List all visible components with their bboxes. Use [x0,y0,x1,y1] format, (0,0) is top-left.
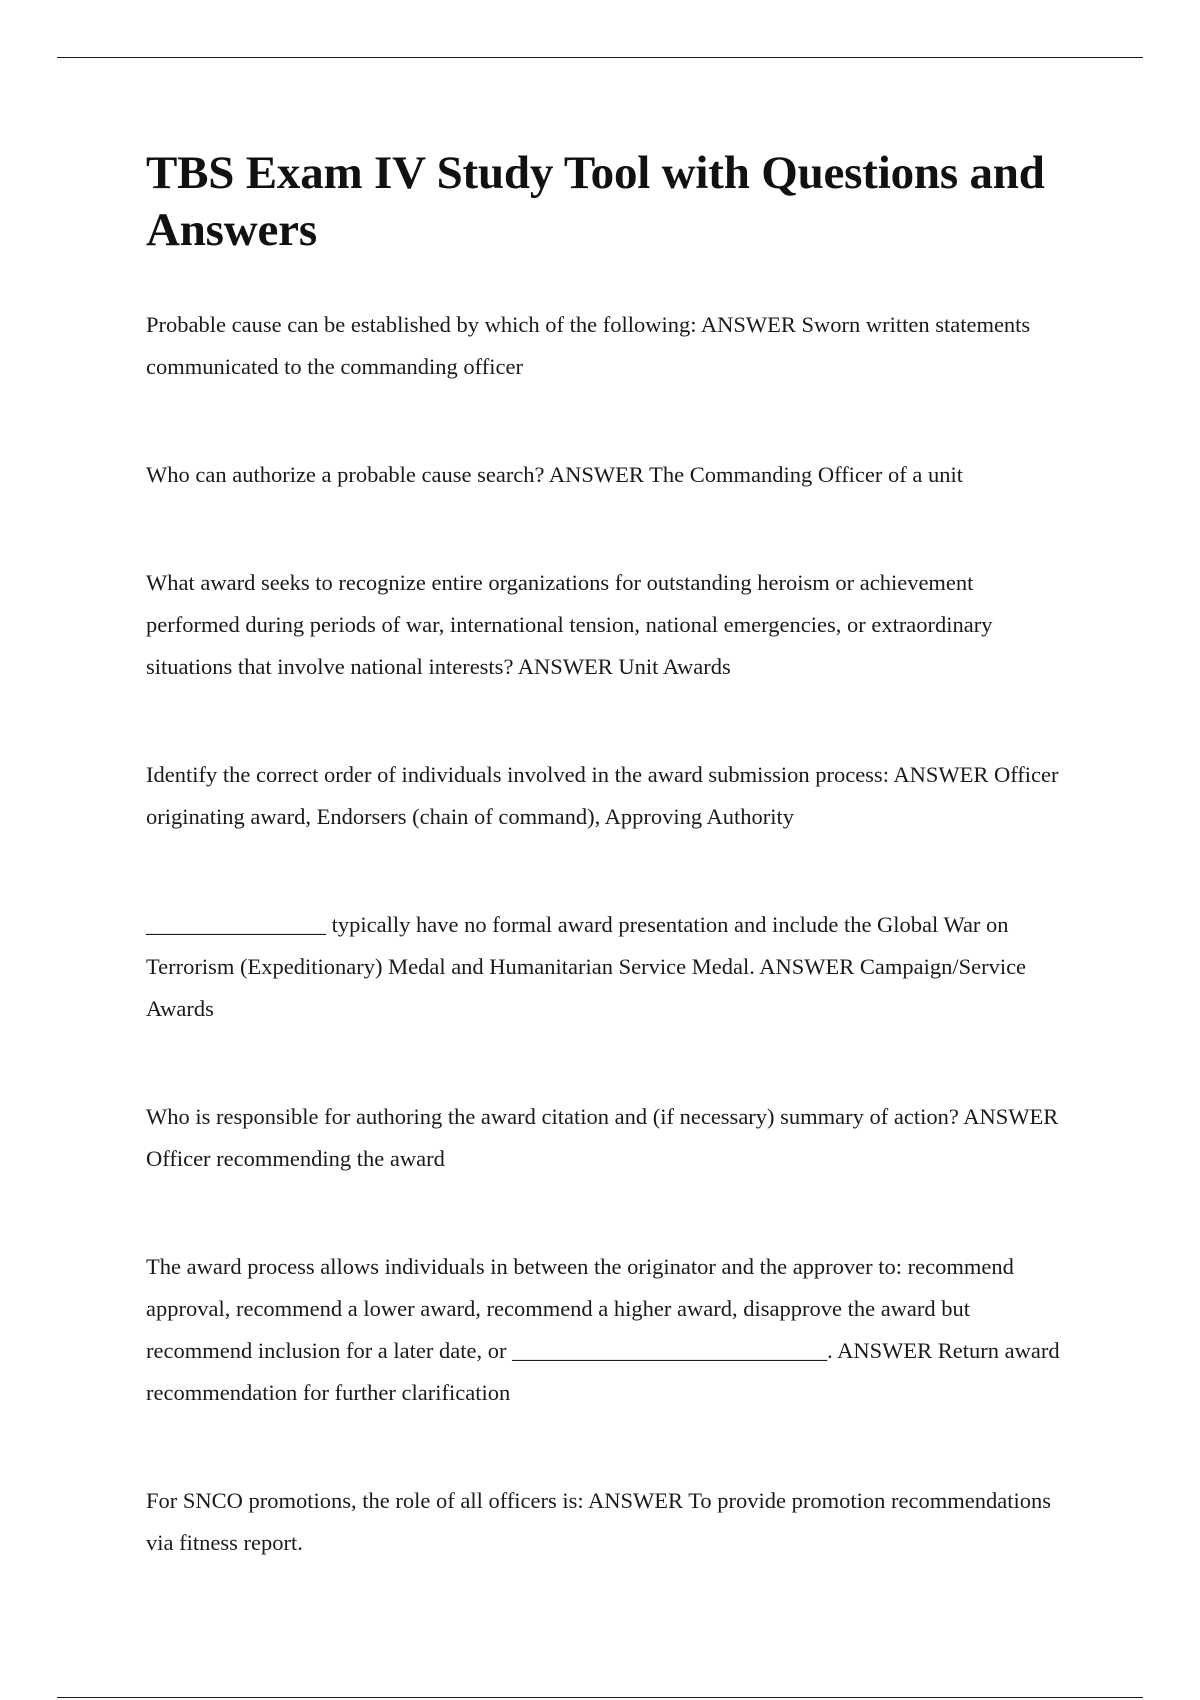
qa-item-award-order: Identify the correct order of individuals involved in the award submission process: ANSWER Officer originating award, Endorsers (chain of command), Approving Authority [146,762,1059,829]
document-body [146,145,1066,1564]
qa-item-authorize-search: Who can authorize a probable cause search? ANSWER The Commanding Officer of a unit [146,462,964,487]
qa-item-award-citation: Who is responsible for authoring the award citation and (if necessary) summary of action? ANSWER Officer recommending the award [146,1104,1059,1171]
document-title: TBS Exam IV Study Tool with Questions and Answers [146,147,1045,256]
qa-item-unit-awards: What award seeks to recognize entire organizations for outstanding heroism or achievement performed during periods of war, international tension, national emergencies, or extraordinary situations that involve national interests? ANSWER Unit Awards [146,570,993,679]
qa-item-award-process: The award process allows individuals in between the originator and the approver to: recommend approval, recommend a lower award, recommend a higher award, disapprove the award but recommend inclusion for a later date, or ____________________________. ANSWER Return award recommendation for further clarification [146,1254,1060,1405]
qa-item-probable-cause: Probable cause can be established by which of the following: ANSWER Sworn written statements communicated to the commanding officer [146,312,1031,379]
qa-item-campaign-awards: ________________ typically have no formal award presentation and include the Global War on Terrorism (Expeditionary) Medal and Humanitarian Service Medal. ANSWER Campaign/Service Awards [146,912,1027,1021]
top-rule [57,57,1143,58]
qa-list [146,304,1066,1564]
qa-item-snco-promotions: For SNCO promotions, the role of all officers is: ANSWER To provide promotion recommendations via fitness report. [146,1488,1051,1555]
bottom-rule [57,1697,1143,1698]
